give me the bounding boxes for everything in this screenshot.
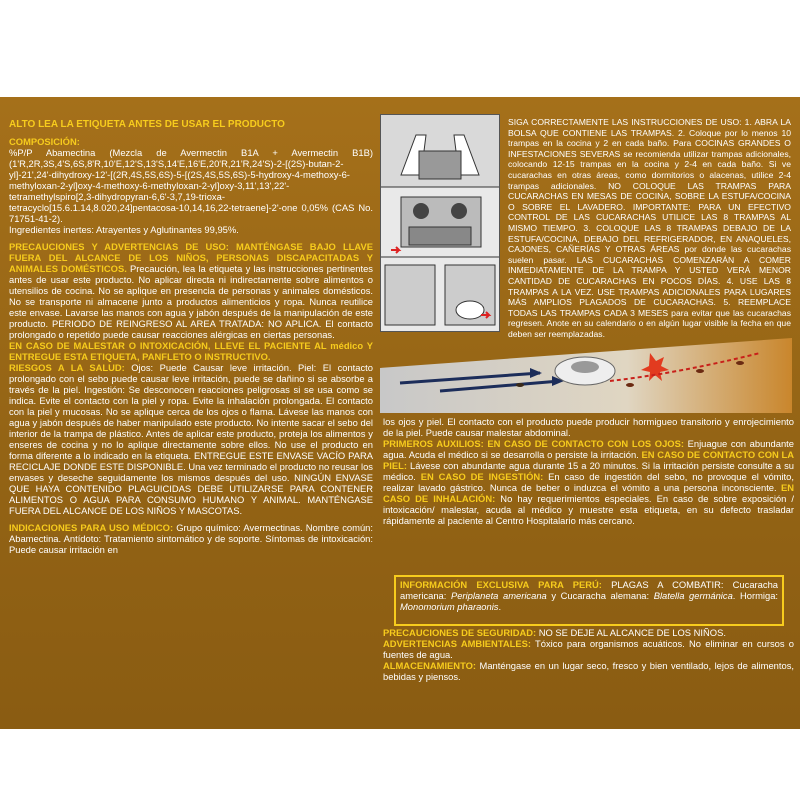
trap-strip bbox=[380, 333, 792, 413]
health-section bbox=[9, 362, 373, 516]
peru-label2: y Cucaracha alemana: bbox=[546, 590, 654, 601]
trap-strip-graphic bbox=[380, 333, 792, 413]
peru-label1: PLAGAS A COMBATIR: Cucaracha americana: bbox=[400, 579, 778, 601]
medical-section bbox=[9, 522, 373, 555]
left-column bbox=[9, 119, 373, 555]
composition-text: %P/P Abamectina (Mezcla de Avermectin B1A + Avermectin B1B) (1'R,2R,3S,4'S,6S,8'R,10'E,12'S,13'S,14'E,16'E,20'R,21'R,24'S)-2-[(2S)-butan-2-yl]-21',24'-dihydroxy-12'-[(2R,4S,5S,6S)-5-[(2S,4S,5S,6S)-5-hydroxy-4-methoxy-6-methyloxan-2-yl]oxy-4-methoxy-6-methyloxan-2-yl]oxy-3,11',13',22'-tetramethylspiro[2,3-dihydropyran-6,6'-3,7,19-trioxa-tetracyclo[15.6.1.14,8.020,24]pentacosa-10,14,16,22-tetraene]-2'-one 0,05% (CAS No. 71751-41-2). bbox=[9, 147, 373, 224]
continued-text: los ojos y piel. El contacto con el producto puede producir hormigueo transitorio y enrojecimiento de la piel. Puede causar malestar abdominal. bbox=[383, 416, 794, 438]
composition-heading: COMPOSICIÓN: bbox=[9, 136, 80, 147]
precautions-text: Precaución, lea la etiqueta y las instrucciones pertinentes antes de usar este producto. No aplicar directa ni indirectamente sobre alimentos o utensilios de cocina. No se aplique en presencia de personas y animales domésticos. No se transporte ni almacene junto a productos alimenticios y ropa. Nunca reutilice este envase. Lavarse las manos con agua y jabón después de la manipulación de este producto. PERIODO DE REINGRESO AL AREA TRATADA: NO APLICA. El contacto prolongado o repetido puede causar reacciones alérgicas en ciertas personas. bbox=[9, 263, 373, 340]
environment-heading: ADVERTENCIAS AMBIENTALES: bbox=[383, 638, 531, 649]
environment-section bbox=[383, 638, 794, 660]
medical-text: Grupo químico: Avermectinas. Nombre común: Abamectina. Antídoto: Tratamiento sintomático y de soporte. Síntomas de intoxicación: Puede causar irritación en bbox=[9, 522, 373, 555]
safety-heading: PRECAUCIONES DE SEGURIDAD: bbox=[383, 627, 537, 638]
safety-section bbox=[383, 627, 794, 638]
inhalation-text: No hay requerimientos especiales. En caso de sobre exposición / intoxicación/ malestar, acuda al médico y muestre esta etiqueta, en su defecto trasladar rápidamente al paciente al Centro Hospitalario más cercano. bbox=[383, 493, 795, 526]
inert-ingredients: Ingredientes inertes: Atrayentes y Aglutinantes 99,95%. bbox=[9, 224, 239, 235]
storage-section bbox=[383, 660, 794, 682]
health-text: Ojos: Puede Causar leve irritación. Piel: El contacto prolongado con el sebo puede causar leve irritación, puede se dañino si se absorbe a través de la piel. Ingestión: Se desconocen reacciones peligrosas si se usa como se indica. Evite el contacto con la piel y ropa. Evite la inhalación prolongada. El contacto con la piel y mucosas. No se aplique cerca de los ojos o flama. Lávese las manos con agua y jabón después de haber manipulado este producto. No intente sacar el sebo del interior de la trampa de plástico. Antes de aplicar este producto, proteja los alimentos y enseres de cocina y no lo aplique directamente sobre ellos. No use el producto en forma diferente a lo indicado en la etiqueta. ENTREGUE ESTE ENVASE VACÍO PARA RECICLAJE DONDE ESTE DISPONIBLE. Una vez terminado el producto no reusar los envases y deseche seguidamente los mismos después del uso. NINGÚN ENVASE QUE HAYA CONTENIDO PLAGUICIDAS DEBE UTILIZARSE PARA CONTENER ALIMENTOS O AGUA PARA CONSUMO HUMANO Y ANIMAL. MANTÉNGASE FUERA DEL ALCANCE DE LOS NIÑOS Y MASCOTAS. bbox=[9, 362, 374, 516]
eyes-heading: PRIMEROS AUXILIOS: EN CASO DE CONTACTO CON LOS OJOS: bbox=[383, 438, 684, 449]
precautions-heading: PRECAUCIONES Y ADVERTENCIAS DE USO: MANTÉNGASE BAJO LLAVE FUERA DEL ALCANCE DE LOS NIÑOS, PERSONAS DISCAPACITADAS Y ANIMALES DOMÉSTICOS. bbox=[9, 241, 373, 274]
safety-text: NO SE DEJE AL ALCANCE DE LOS NIÑOS. bbox=[536, 627, 726, 638]
health-heading: RIESGOS A LA SALUD: bbox=[9, 362, 125, 373]
safety-column bbox=[383, 627, 794, 682]
peru-species1: Periplaneta americana bbox=[450, 590, 547, 601]
peru-info-box bbox=[394, 575, 784, 626]
instruction-illustration bbox=[380, 114, 500, 332]
peru-info bbox=[396, 577, 782, 614]
warning-title: ALTO LEA LA ETIQUETA ANTES DE USAR EL PRODUCTO bbox=[9, 119, 285, 130]
inhalation-heading: EN CASO DE INHALACIÓN: bbox=[383, 482, 794, 504]
first-aid-section bbox=[383, 438, 794, 526]
peru-label3: . Hormiga: bbox=[732, 590, 779, 601]
peru-heading: INFORMACIÓN EXCLUSIVA PARA PERÚ: bbox=[400, 579, 602, 590]
environment-text: Tóxico para organismos acuáticos. No eliminar en cursos o fuentes de agua. bbox=[383, 638, 794, 660]
skin-text: Lávese con abundante agua durante 15 a 20 minutos. Si la irritación persiste consulte a su médico. bbox=[383, 460, 794, 482]
malestar-notice: EN CASO DE MALESTAR O INTOXICACIÓN, LLEVE EL PACIENTE AL médico Y ENTREGUE ESTA ETIQUETA, PANFLETO O INSTRUCTIVO. bbox=[9, 340, 373, 362]
instructions-text: SIGA CORRECTAMENTE LAS INSTRUCCIONES DE USO: 1. ABRA LA BOLSA QUE CONTIENE LAS TRAMPAS. 2. Coloque por lo menos 10 trampas en la cocina y 2 en cada baño. Para COCINAS GRANDES O INFESTACIONES SEVERAS se recomienda utilizar trampas adicionales, colocando 12-15 trampas en la cocina y 2-4 en cada baño. Si ve cucarachas en otras áreas, como dormitorios o alacenas, utilice 2-4 trampas adicionales. NO COLOQUE LAS TRAMPAS PARA CUCARACHAS EN MESAS DE COCINA, SOBRE LA ESTUFA/COCINA O SOBRE EL LAVADERO. IMPORTANTE: PARA UN EFECTIVO CONTROL DE LAS CUCARACHAS UTILICE LAS 8 TRAMPAS AL MISMO TIEMPO. 3. COLOQUE LAS 8 TRAMPAS DEBAJO DE LA ESTUFA/COCINA, DEBAJO DEL REFRIGERADOR, EN ANAQUELES, CAJONES, CAÑERÍAS Y OTRAS ÁREAS por donde las cucarachas suelen pasar. LAS CUCARACHAS COMENZARÁN A COMER INMEDIATAMENTE DE LA TRAMPA Y USTED VERÁ MENOR CANTIDAD DE CUCARACHAS EN POCOS DÍAS. 4. USE LAS 8 TRAMPAS A LA VEZ. USE TRAMPAS ADICIONALES PARA LUGARES MÁS AMPLIOS PLAGADOS DE CUCARACHAS. 5. REEMPLACE TODAS LAS TRAMPAS CADA 3 MESES para evitar que las cucarachas regresen. Anote en su calendario o en algún lugar visible la fecha en que deben ser reemplazadas. bbox=[508, 117, 791, 339]
ingestion-heading: EN CASO DE INGESTIÓN: bbox=[415, 471, 544, 482]
composition-section bbox=[9, 136, 373, 235]
first-aid-column bbox=[383, 416, 794, 526]
skin-heading: EN CASO DE CONTACTO CON LA PIEL: bbox=[383, 449, 795, 471]
peru-end: . bbox=[498, 601, 502, 612]
peru-species2: Blatella germánica bbox=[653, 590, 733, 601]
precautions-section bbox=[9, 241, 373, 340]
label-panel bbox=[0, 97, 800, 729]
medical-heading: INDICACIONES PARA USO MÉDICO: bbox=[9, 522, 174, 533]
storage-text: Manténgase en un lugar seco, fresco y bien ventilado, lejos de alimentos, bebidas y piensos. bbox=[383, 660, 794, 682]
eyes-text: Enjuague con abundante agua. Acuda el médico si se desarrolla o persiste la irritación. bbox=[383, 438, 794, 460]
peru-species3: Monomorium pharaonis bbox=[400, 601, 499, 612]
storage-heading: ALMACENAMIENTO: bbox=[383, 660, 477, 671]
ingestion-text: En caso de ingestión del sebo, no provoque el vómito, realizar lavado gástrico. Nunca de beber o induzca el vómito a una persona inconsciente. bbox=[383, 471, 794, 493]
illustration-graphic bbox=[381, 115, 499, 331]
usage-instructions bbox=[508, 117, 791, 339]
